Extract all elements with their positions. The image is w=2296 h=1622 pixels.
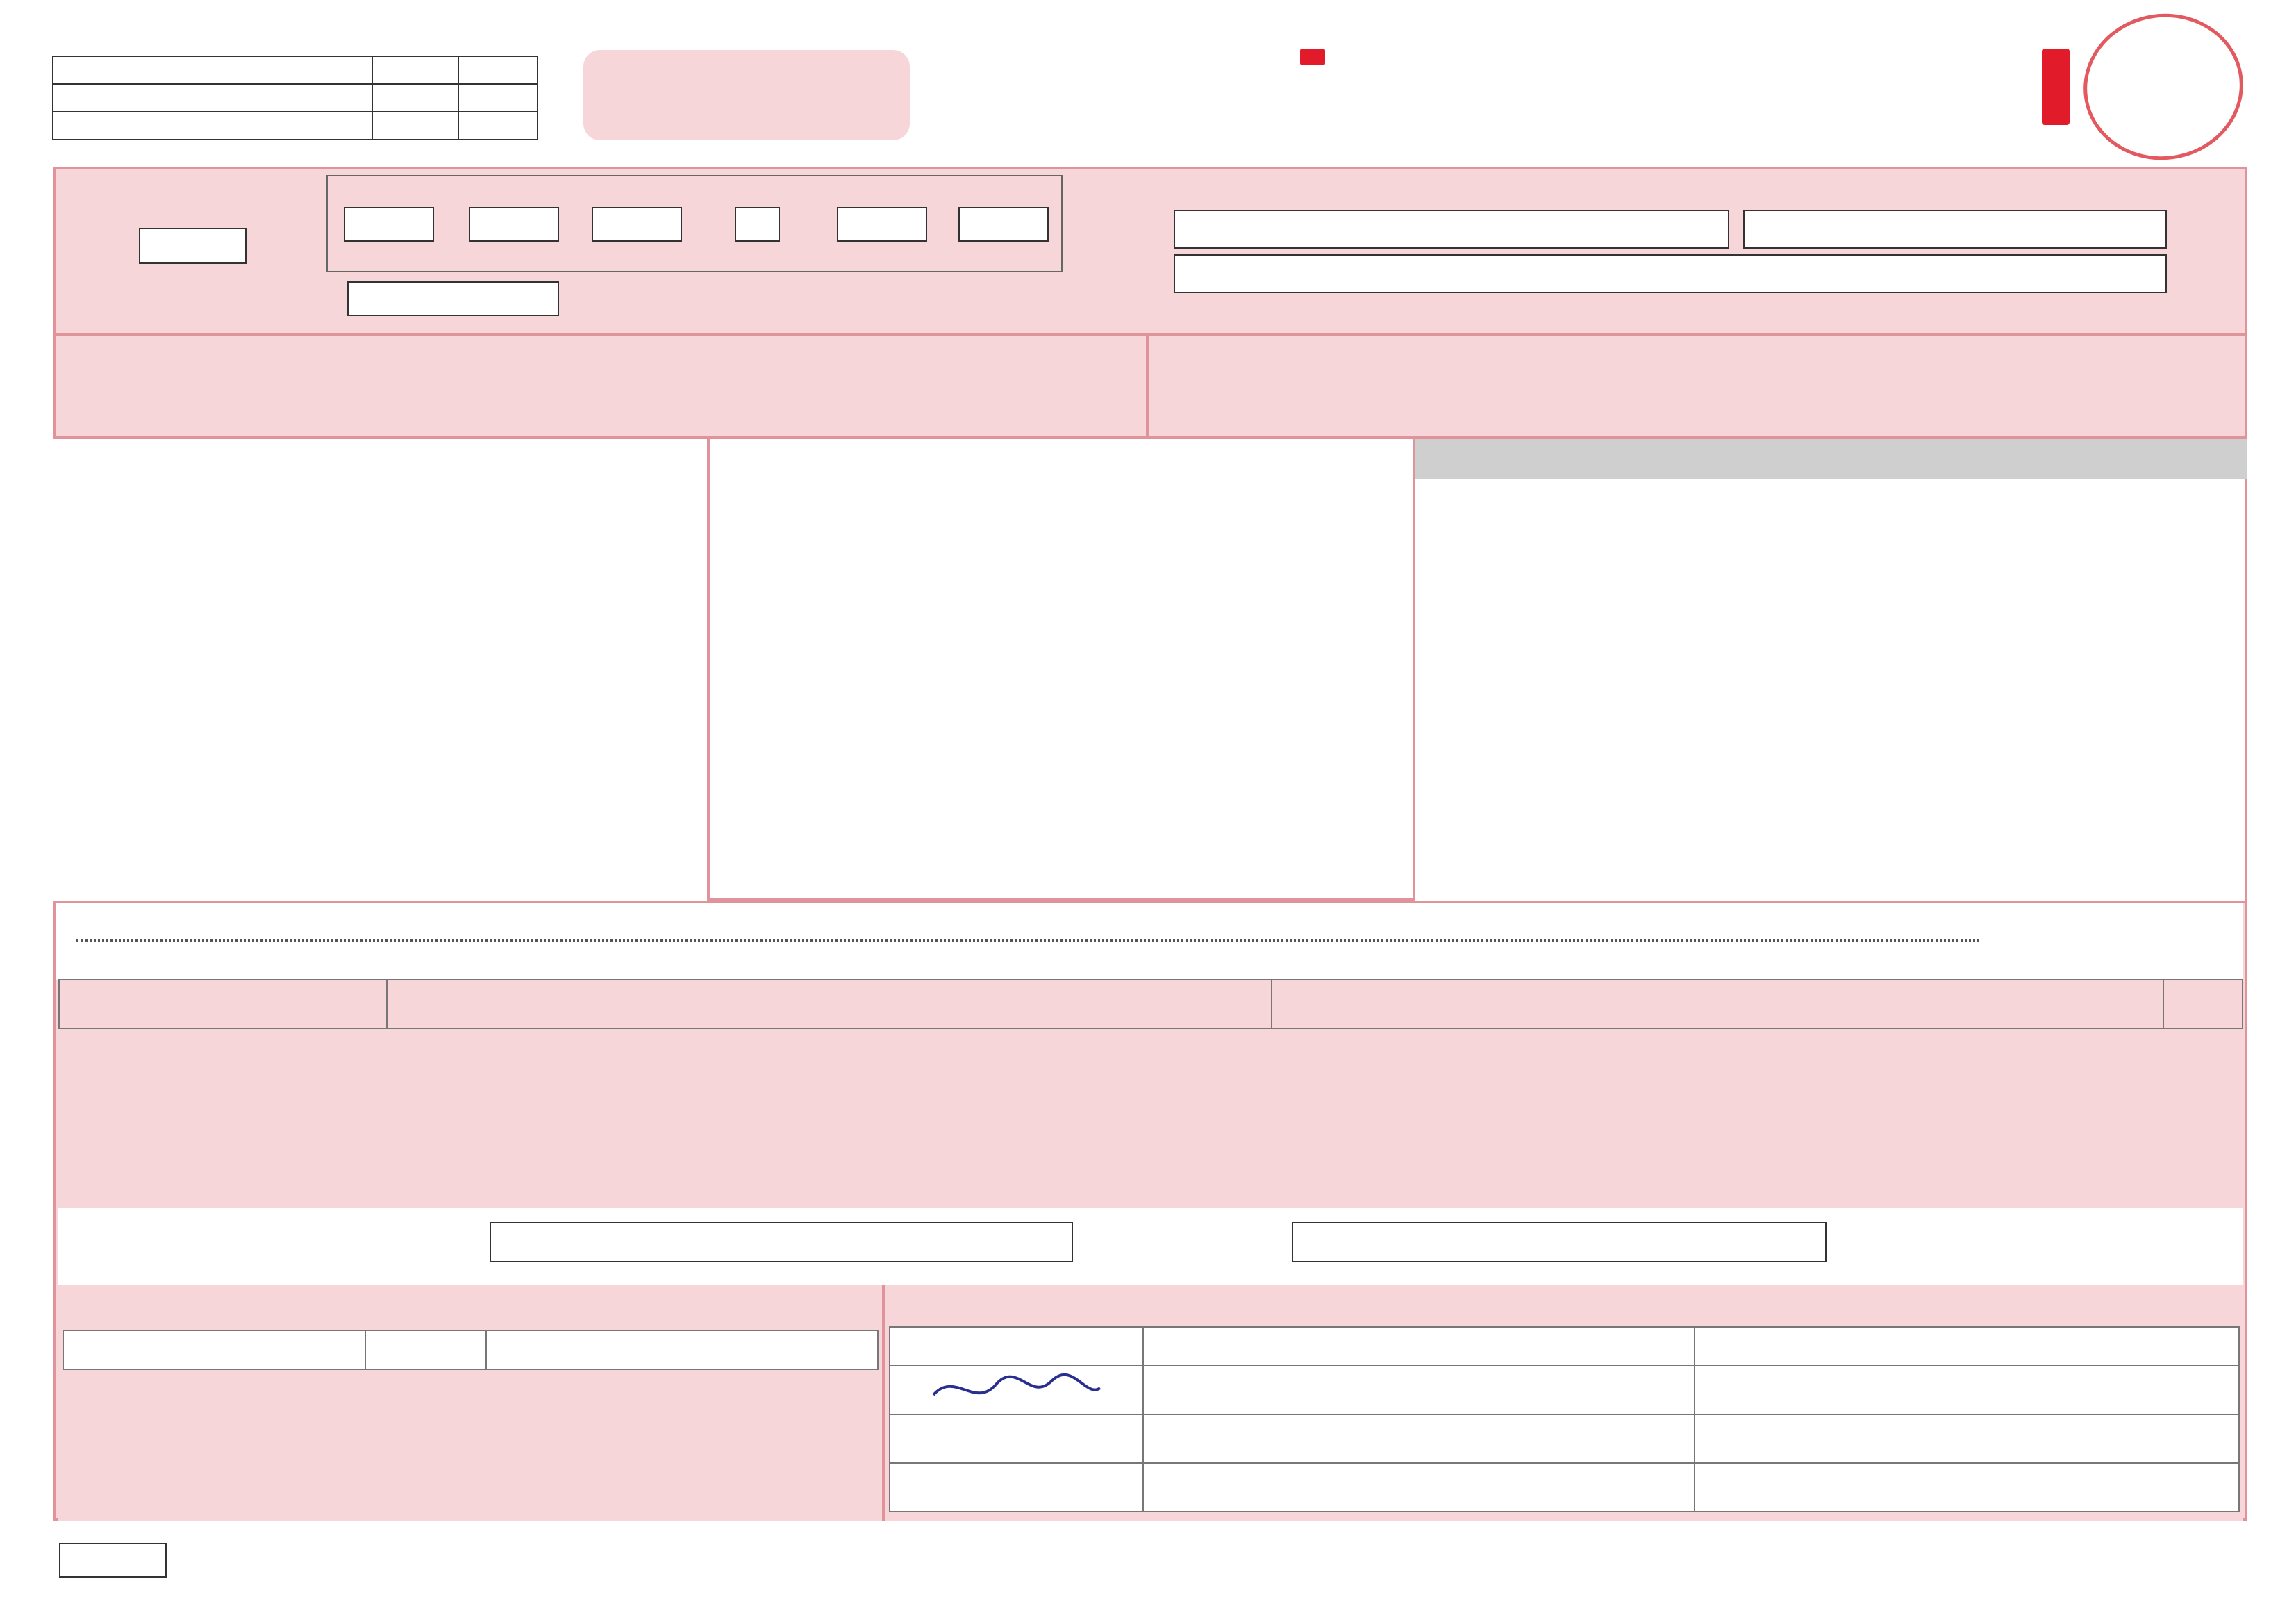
locks-mid-divider (1146, 333, 1149, 437)
flag-icon (1300, 49, 1325, 65)
date-field[interactable] (347, 281, 559, 316)
legend-row (53, 84, 538, 112)
locks-divider (53, 333, 2247, 336)
stage3-panel (53, 439, 707, 901)
legend-row (53, 56, 538, 84)
isie-logo (1945, 42, 2070, 139)
rep-signature[interactable] (890, 1366, 1143, 1414)
reps-col-name (1695, 1327, 2239, 1366)
copies-legend-table (52, 56, 538, 140)
m4-digits[interactable] (494, 1223, 647, 1261)
rep-name (1695, 1366, 2239, 1414)
reasons-input[interactable] (76, 939, 1979, 942)
code-sector-field[interactable] (592, 207, 682, 242)
election-logo (1271, 49, 1354, 146)
members-col-role (365, 1330, 486, 1369)
results-col-candidate (1272, 980, 2163, 1028)
form-title-badge (583, 50, 910, 140)
center-field[interactable] (1174, 254, 2167, 293)
start-time-field[interactable] (139, 228, 247, 264)
members-col-signature (63, 1330, 365, 1369)
signatures-divider (882, 1285, 885, 1521)
members-col-name (486, 1330, 878, 1369)
reps-col-signature (890, 1327, 1143, 1366)
results-table (58, 979, 2243, 1029)
delegation-field[interactable] (1174, 210, 1729, 249)
stage1-panel (1415, 439, 2247, 901)
stage2-panel (707, 439, 1415, 901)
totals-row (58, 1208, 2243, 1285)
polling-station-stamp (2074, 3, 2253, 170)
results-col-words (387, 980, 1272, 1028)
stage1-title-bar (1415, 439, 2247, 479)
reasons-row (56, 903, 2243, 980)
end-time-field[interactable] (59, 1543, 167, 1578)
polling-code-block (326, 175, 1063, 272)
results-col-digits (59, 980, 387, 1028)
branch-field[interactable] (1743, 210, 2167, 249)
rep-row (890, 1366, 2239, 1414)
code-branch-field[interactable] (344, 207, 434, 242)
rep-signature-scribble (926, 1367, 1107, 1409)
code-district-field[interactable] (735, 207, 780, 242)
members-table (63, 1330, 879, 1370)
results-col-num (2163, 980, 2243, 1028)
code-delegation-field[interactable] (469, 207, 559, 242)
isie-flag-icon (2042, 49, 2070, 125)
total-votes-digits[interactable] (1297, 1223, 1450, 1261)
code-center-field[interactable] (837, 207, 927, 242)
legend-row (53, 112, 538, 140)
reps-col-candidate (1143, 1327, 1695, 1366)
reps-table (889, 1326, 2240, 1512)
rep-candidate (1143, 1366, 1695, 1414)
code-office-field[interactable] (958, 207, 1049, 242)
